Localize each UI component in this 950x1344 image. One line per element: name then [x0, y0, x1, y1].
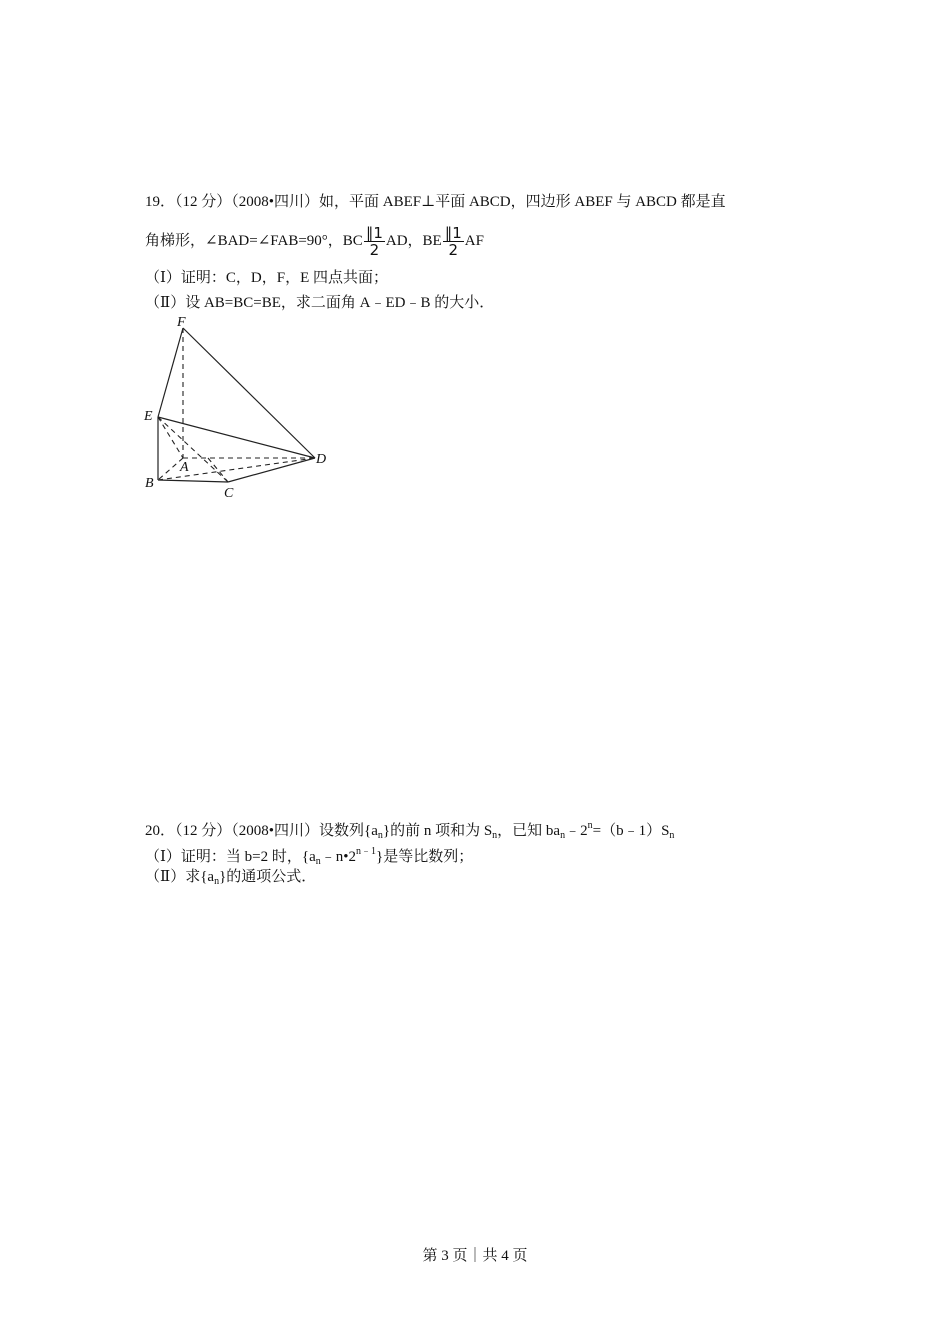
superscript: n﹣1 [356, 846, 377, 857]
fraction-bottom: 2 [369, 241, 380, 259]
subscript: n [377, 830, 383, 841]
q20-l2-text-a: （Ⅰ）证明：当 b=2 时，{a [145, 849, 316, 865]
subscript: n [315, 856, 321, 867]
fraction-bottom: 2 [448, 241, 458, 259]
geometry-figure [140, 312, 340, 502]
edge-ED [158, 417, 315, 458]
edge-FE [158, 328, 183, 417]
label-A: A [180, 460, 189, 475]
q20-l1-text-b: }的前 n 项和为 S [382, 823, 493, 839]
label-C: C [224, 486, 234, 501]
label-B: B [145, 476, 154, 491]
superscript: n [587, 820, 593, 831]
edge-BC [158, 480, 228, 482]
q19-line2 [145, 225, 484, 258]
q20-l1-text-c: ，已知 ba [497, 823, 561, 839]
q20-l1-text-a: 20．（12 分）（2008•四川）设数列{a [145, 823, 378, 839]
fraction-half-parallel-2 [443, 225, 464, 258]
edge-hidden-to-C [208, 458, 228, 482]
subscript: n [214, 876, 220, 887]
q19-line2-text: 角梯形，∠BAD=∠FAB=90°，BC [145, 232, 363, 249]
fraction-half-parallel-1 [364, 225, 385, 258]
q19-line2-after-frac1: AD，BE [385, 232, 442, 249]
q20-l2-text-c: }是等比数列； [376, 849, 474, 865]
label-D: D [316, 452, 327, 467]
q20-l2-text-b: ﹣n•2 [320, 849, 357, 865]
edge-FD [183, 328, 315, 458]
edge-CD [228, 458, 315, 482]
q20-l1-text-e: =（b﹣1）S [592, 823, 670, 839]
page-footer: 第 3 页｜共 4 页 [422, 1248, 528, 1264]
q19-part2: （Ⅱ）设 AB=BC=BE，求二面角 A﹣ED﹣B 的大小． [145, 295, 495, 311]
q20-l3-text-b: }的通项公式． [219, 869, 317, 885]
fraction-top: ∥1 [365, 224, 383, 242]
q20-part2 [145, 867, 316, 892]
label-E: E [144, 409, 153, 424]
subscript: n [669, 830, 675, 841]
subscript: n [492, 830, 498, 841]
q20-l3-text-a: （Ⅱ）求{a [145, 869, 215, 885]
fraction-top: ∥1 [444, 224, 462, 242]
q19-line1: 19．（12 分）（2008•四川）如，平面 ABEF⊥平面 ABCD，四边形 ABEF 与 ABCD 都是直 [145, 194, 726, 210]
q19-part1: （Ⅰ）证明：C，D，F，E 四点共面； [145, 270, 389, 286]
q20-l1-text-d: ﹣2 [565, 823, 588, 839]
label-F: F [177, 315, 186, 330]
q19-line2-after-frac2: AF [464, 232, 484, 249]
subscript: n [560, 830, 566, 841]
